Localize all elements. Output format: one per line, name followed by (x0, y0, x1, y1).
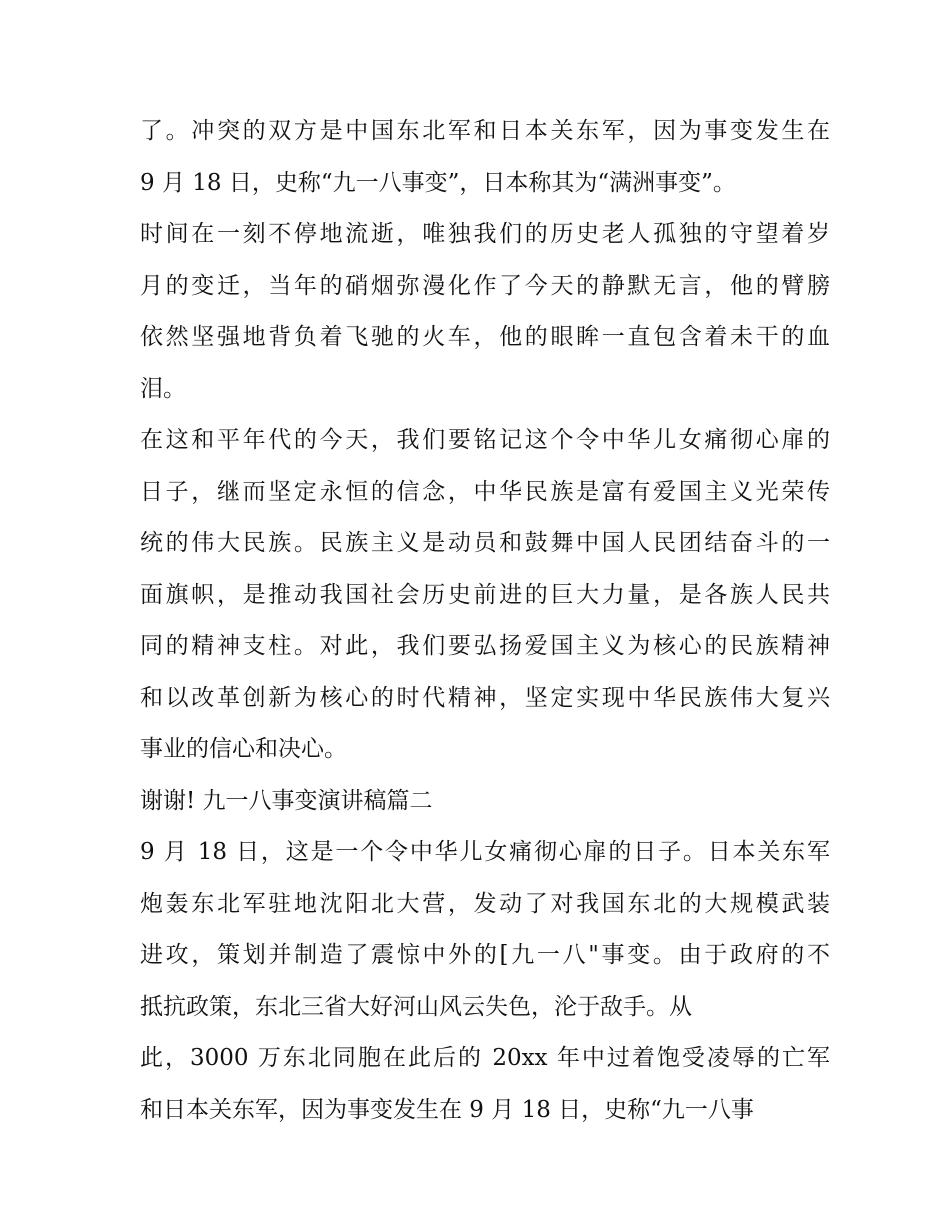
text-line: 日子，继而坚定永恒的信念，中华民族是富有爱国主义光荣传 (140, 478, 830, 505)
text-line: 面旗帜，是推动我国社会历史前进的巨大力量，是各族人民共 (140, 581, 830, 608)
document-body (140, 106, 830, 1136)
text-line: 在这和平年代的今天，我们要铭记这个令中华儿女痛彻心扉的 (140, 427, 830, 453)
text-line: 事业的信心和决心。 (140, 736, 347, 762)
text-line: 此，3000 万东北同胞在此后的 20xx 年中过着饱受凌辱的亡军 (140, 1045, 830, 1071)
text-line: 进攻，策划并制造了震惊中外的[九一八"事变。由于政府的不 (140, 942, 830, 968)
text-line: 9 月 18 日，这是一个令中华儿女痛彻心扉的日子。日本关东军 (140, 839, 830, 865)
section-heading: 谢谢! 九一八事变演讲稿篇二 (140, 787, 433, 814)
text-line: 和以改革创新为核心的时代精神，坚定实现中华民族伟大复兴 (140, 684, 830, 711)
text-line: 月的变迁，当年的硝烟弥漫化作了今天的静默无言，他的臂膀 (140, 272, 830, 299)
text-line: 依然坚强地背负着飞驰的火车，他的眼眸一直包含着未干的血 (140, 324, 830, 350)
text-line: 了。冲突的双方是中国东北军和日本关东军，因为事变发生在 (140, 118, 830, 144)
text-line: 和日本关东军，因为事变发生在 9 月 18 日，史称“九一八事 (140, 1096, 754, 1123)
text-line: 抵抗政策，东北三省大好河山风云失色，沦于敌手。从 (140, 993, 692, 1020)
text-line: 时间在一刻不停地流逝，唯独我们的历史老人孤独的守望着岁 (140, 221, 830, 247)
text-line: 同的精神支柱。对此，我们要弘扬爱国主义为核心的民族精神 (140, 633, 830, 659)
text-line: 统的伟大民族。民族主义是动员和鼓舞中国人民团结奋斗的一 (140, 530, 830, 556)
text-line: 炮轰东北军驻地沈阳北大营，发动了对我国东北的大规模武装 (140, 890, 830, 917)
text-line: 9 月 18 日，史称“九一八事变”，日本称其为“满洲事变”。 (140, 169, 736, 196)
text-line: 泪。 (140, 375, 186, 402)
